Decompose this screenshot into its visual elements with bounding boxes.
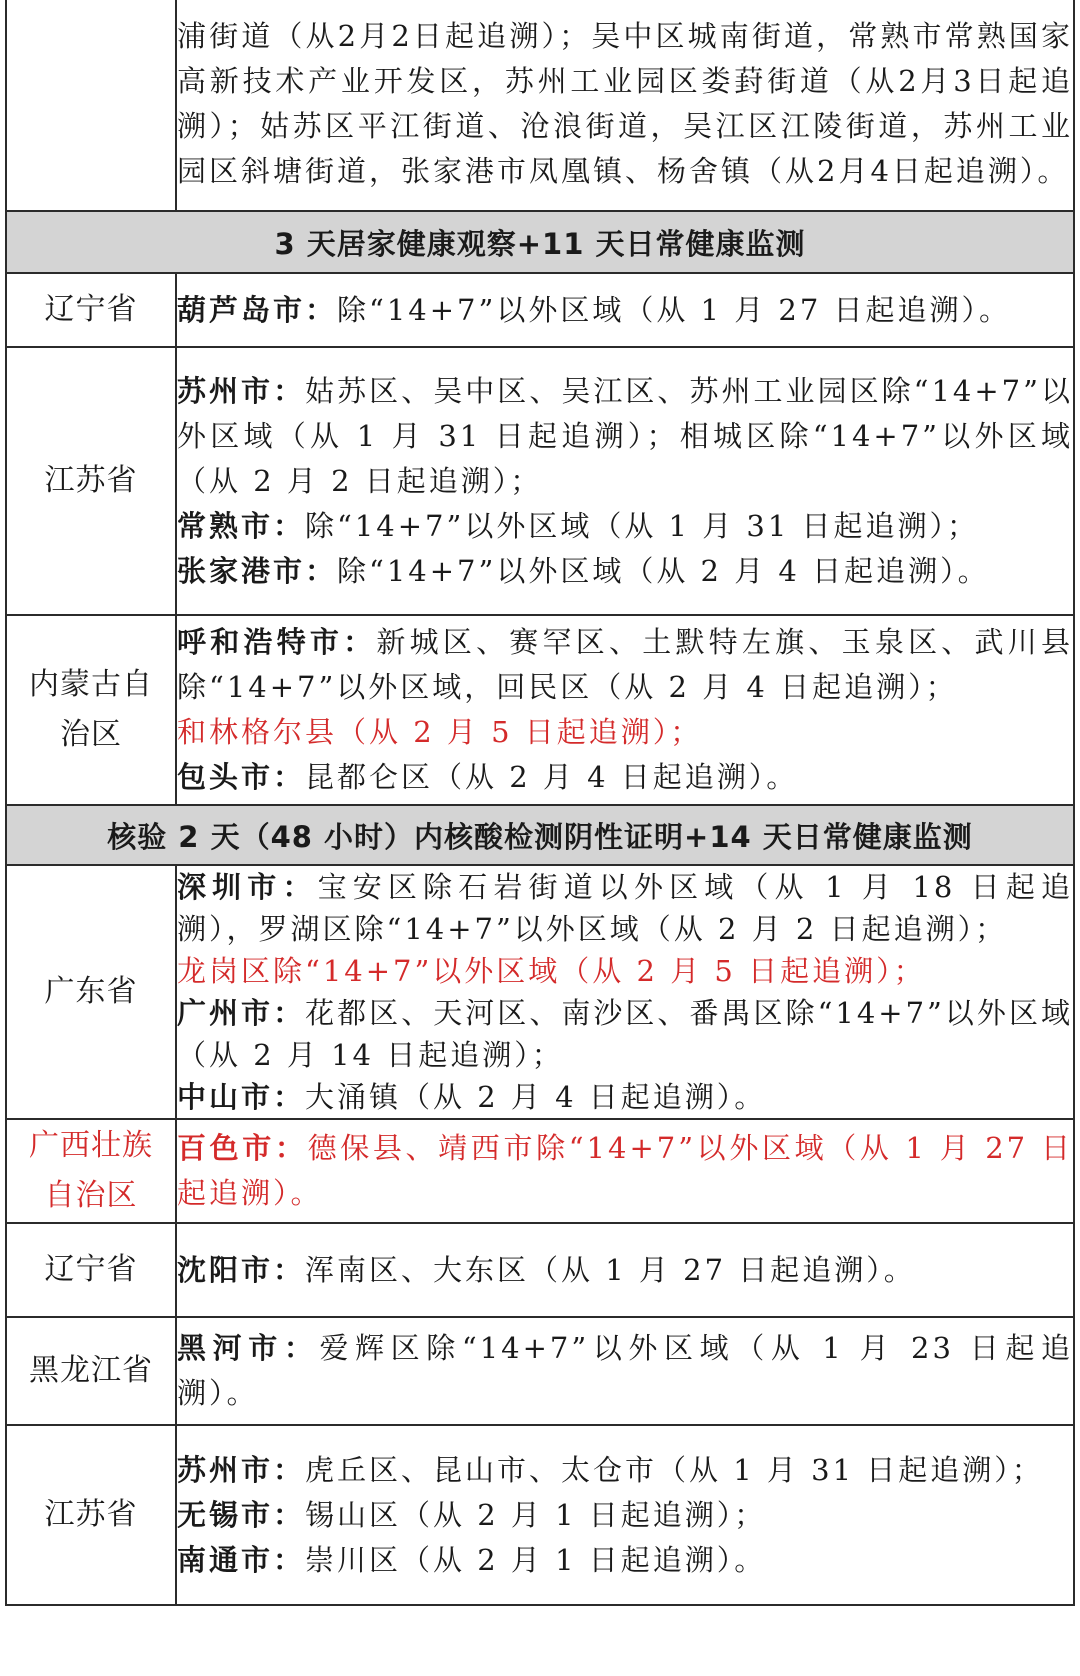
city-name: 广州市：: [177, 996, 306, 1030]
city-name: 中山市：: [177, 1080, 306, 1114]
city-name: 呼和浩特市：: [177, 625, 377, 659]
province-cell: 江苏省: [6, 1425, 176, 1605]
table-row: [6, 865, 1074, 1119]
region-text: 宝安区除石岩街道以外区域（从 1 月 18 日起追溯），罗湖区除“14+7”以外区域（从 2 月 2 日起追溯）；: [177, 870, 1073, 946]
province-cell: 黑龙江省: [6, 1317, 176, 1425]
region-detail-cell: [176, 1119, 1074, 1223]
highlighted-region-text: 和林格尔县（从 2 月 5 日起追溯）；: [177, 715, 703, 749]
region-text: 除“14+7”以外区域（从 1 月 31 日起追溯）；: [305, 508, 980, 543]
city-name: 苏州市：: [177, 373, 306, 408]
table-row: [6, 273, 1074, 347]
city-name: 黑河市：: [177, 1331, 320, 1365]
city-name: 百色市：: [177, 1131, 308, 1165]
city-name: 包头市：: [177, 760, 306, 794]
region-text: 除“14+7”以外区域（从 2 月 4 日起追溯）。: [337, 553, 990, 588]
region-text: 新城区、赛罕区、土默特左旗、玉泉区、武川县除“14+7”以外区域，回民区（从 2 月 4 日起追溯）；: [177, 625, 1073, 704]
region-detail-cell: [176, 1317, 1074, 1425]
region-text: 虎丘区、昆山市、太仓市（从 1 月 31 日起追溯）；: [305, 1452, 1044, 1487]
province-name-line: 内蒙古自: [29, 667, 153, 702]
region-text: 花都区、天河区、南沙区、番禺区除“14+7”以外区域（从 2 月 14 日起追溯）；: [177, 996, 1073, 1072]
region-text: 除“14+7”以外区域（从 1 月 27 日起追溯）。: [337, 292, 1012, 327]
table-row: [6, 347, 1074, 615]
highlighted-region-text: 龙岗区除“14+7”以外区域（从 2 月 5 日起追溯）；: [177, 954, 926, 988]
region-text: 崇川区（从 2 月 1 日起追溯）。: [305, 1542, 767, 1577]
province-name-line: 自治区: [44, 1178, 138, 1213]
city-name: 葫芦岛市：: [177, 292, 338, 327]
region-detail-cell: [176, 865, 1074, 1119]
section-title: 核验 2 天（48 小时）内核酸检测阴性证明+14 天日常健康监测: [6, 805, 1074, 865]
province-cell: [6, 615, 176, 805]
section-header-row: [6, 211, 1074, 273]
province-cell: 江苏省: [6, 347, 176, 615]
region-detail-cell: [176, 1425, 1074, 1605]
table-row: [6, 0, 1074, 211]
province-name-line: 广西壮族: [29, 1128, 153, 1163]
province-cell: [6, 0, 176, 211]
city-name: 无锡市：: [177, 1497, 306, 1532]
region-detail-cell: [176, 273, 1074, 347]
section-title: 3 天居家健康观察+11 天日常健康监测: [6, 211, 1074, 273]
region-text: 浑南区、大东区（从 1 月 27 日起追溯）。: [305, 1252, 916, 1287]
region-text: 德保县、靖西市除“14+7”以外区域（从 1 月 27 日起追溯）。: [177, 1131, 1073, 1210]
table-row: [6, 615, 1074, 805]
region-detail-cell: [176, 0, 1074, 211]
section-header-row: [6, 805, 1074, 865]
region-text: 大涌镇（从 2 月 4 日起追溯）。: [305, 1080, 767, 1114]
region-text: 爱辉区除“14+7”以外区域（从 1 月 23 日起追溯）。: [177, 1331, 1073, 1410]
province-cell: 辽宁省: [6, 1223, 176, 1317]
table-row: [6, 1425, 1074, 1605]
region-detail-cell: [176, 615, 1074, 805]
region-text: 锡山区（从 2 月 1 日起追溯）；: [305, 1497, 767, 1532]
city-name: 南通市：: [177, 1542, 306, 1577]
city-name: 苏州市：: [177, 1452, 306, 1487]
continuation-text: 浦街道（从2月2日起追溯）；吴中区城南街道，常熟市常熟国家高新技术产业开发区，苏州工业园区娄葑街道（从2月3日起追溯）；姑苏区平江街道、沧浪街道，吴江区江陵街道，苏州工业园区斜塘街道，张家港市凤凰镇、杨舍镇（从2月4日起追溯）。: [177, 19, 1073, 188]
city-name: 深圳市：: [177, 870, 318, 904]
province-cell: 辽宁省: [6, 273, 176, 347]
region-detail-cell: [176, 1223, 1074, 1317]
table-row: [6, 1223, 1074, 1317]
region-text: 姑苏区、吴中区、吴江区、苏州工业园区除“14+7”以外区域（从 1 月 31 日起追溯）；相城区除“14+7”以外区域（从 2 月 2 日起追溯）；: [177, 373, 1073, 498]
province-name-line: 治区: [60, 717, 122, 752]
city-name: 常熟市：: [177, 508, 306, 543]
province-cell: 广东省: [6, 865, 176, 1119]
region-text: 昆都仑区（从 2 月 4 日起追溯）。: [305, 760, 799, 794]
city-name: 沈阳市：: [177, 1252, 306, 1287]
table-row: [6, 1317, 1074, 1425]
policy-table: [5, 0, 1075, 1606]
province-cell: [6, 1119, 176, 1223]
table-row: [6, 1119, 1074, 1223]
city-name: 张家港市：: [177, 553, 338, 588]
region-detail-cell: [176, 347, 1074, 615]
